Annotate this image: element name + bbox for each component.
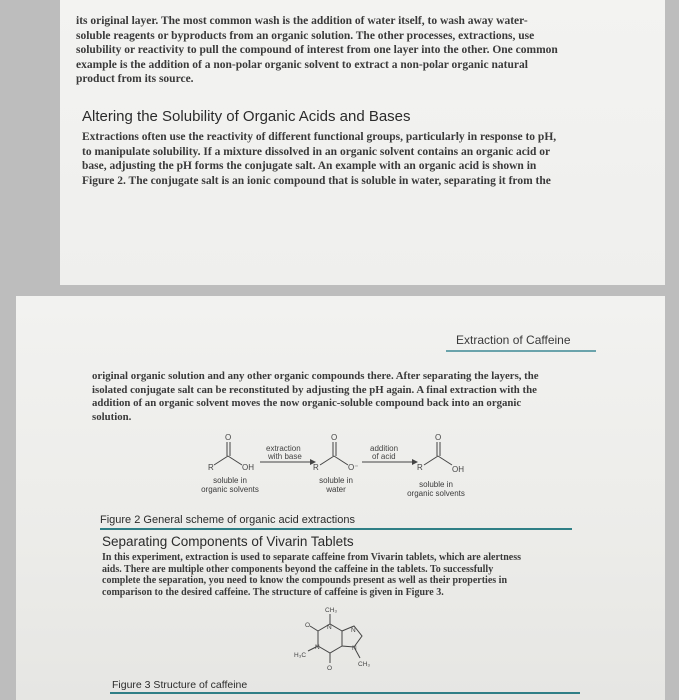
label-line: soluble in — [419, 480, 453, 489]
page-top — [60, 0, 665, 285]
text-line: isolated conjugate salt can be reconstituted by adjusting the pH again. A final extraction with the — [92, 383, 537, 396]
section-heading-acids-bases: Altering the Solubility of Organic Acids and Bases — [82, 108, 411, 125]
solubility-label-3 — [394, 480, 478, 498]
label-line: organic solvents — [407, 489, 465, 498]
text-line: comparison to the desired caffeine. The structure of caffeine is given in Figure 3. — [102, 586, 444, 598]
text-line: original organic solution and any other organic compounds there. After separating the layers, the — [92, 370, 539, 382]
label-line: water — [326, 485, 346, 494]
solubility-label-1 — [190, 476, 270, 494]
atom-r: R — [417, 463, 423, 472]
arrow1-label-line: with base — [268, 452, 302, 461]
arrow2-label-line: of acid — [372, 452, 396, 461]
text-line: Extractions often use the reactivity of different functional groups, particularly in response to pH, — [82, 131, 557, 143]
text-line: Figure 2. The conjugate salt is an ionic compound that is soluble in water, separating it from the — [82, 174, 551, 187]
caffeine-n: N — [352, 645, 357, 652]
text-line: addition of an organic solvent moves the now organic-soluble compound back into an organic — [92, 397, 522, 410]
text-line: complete the separation, you need to know the compounds present as well as their properties in — [102, 575, 507, 587]
figure-2-scheme — [16, 296, 665, 700]
atom-o-minus: O⁻ — [348, 463, 359, 472]
text-line: aids. There are multiple other components beyond the caffeine in the tablets. To successfully — [102, 563, 494, 575]
carboxylic-acid-structure-2 — [424, 442, 452, 465]
text-line: In this experiment, extraction is used to separate caffeine from Vivarin tablets, which are alertness — [102, 552, 522, 563]
caffeine-o: O — [327, 665, 333, 672]
figure-3-rule — [110, 692, 580, 694]
section-heading-vivarin: Separating Components of Vivarin Tablets — [102, 534, 354, 549]
atom-oh: OH — [242, 463, 254, 472]
text-line: base, adjusting the pH forms the conjugate salt. An example with an organic acid is shown in — [82, 160, 537, 173]
caffeine-ch3-top: CH₃ — [325, 607, 338, 614]
text-line: its original layer. The most common wash is the addition of water itself, to wash away water- — [76, 15, 528, 27]
caffeine-structure — [308, 614, 362, 663]
intro-paragraph — [76, 14, 654, 87]
figure-3-caption: Figure 3 Structure of caffeine — [112, 679, 248, 691]
caffeine-o: O — [305, 622, 311, 629]
atom-r: R — [208, 463, 214, 472]
atom-o: O — [435, 433, 442, 442]
atom-o: O — [331, 433, 338, 442]
figure-2-underline — [100, 528, 572, 530]
page-bottom — [16, 296, 665, 700]
solubility-label-2 — [306, 476, 366, 494]
caffeine-n: N — [315, 644, 320, 651]
carboxylic-acid-structure-1 — [214, 442, 242, 465]
caffeine-ch3-right: CH₃ — [358, 661, 371, 668]
section-paragraph-vivarin — [102, 552, 568, 598]
atom-o: O — [225, 433, 232, 442]
caffeine-n: N — [351, 627, 356, 634]
text-line: soluble reagents or byproducts from an organic solution. The other processes, extractions, use — [76, 29, 535, 42]
text-line: solubility or reactivity to pull the compound of interest from one layer into the other. One common — [76, 44, 558, 57]
label-line: soluble in — [319, 476, 353, 485]
arrow1-label-line: extraction — [266, 444, 301, 453]
text-line: example is the addition of a non-polar organic solvent to extract a non-polar organic natural — [76, 58, 528, 71]
arrow2-label-line: addition — [370, 444, 399, 453]
section-paragraph-acids-bases — [82, 130, 654, 188]
atom-oh: OH — [452, 465, 464, 474]
label-line: soluble in — [213, 476, 247, 485]
atom-r: R — [313, 463, 319, 472]
label-line: organic solvents — [201, 485, 259, 494]
carboxylate-structure — [320, 442, 348, 465]
text-line: solution. — [92, 410, 132, 423]
figure-2-caption: Figure 2 General scheme of organic acid extractions — [100, 514, 355, 526]
text-line: to manipulate solubility. If a mixture dissolved in an organic solvent contains an organic acid or — [82, 145, 551, 158]
running-header: Extraction of Caffeine — [456, 333, 571, 347]
caffeine-h3c: H₃C — [294, 652, 307, 659]
caffeine-n: N — [327, 624, 332, 631]
text-line: product from its source. — [76, 73, 194, 86]
